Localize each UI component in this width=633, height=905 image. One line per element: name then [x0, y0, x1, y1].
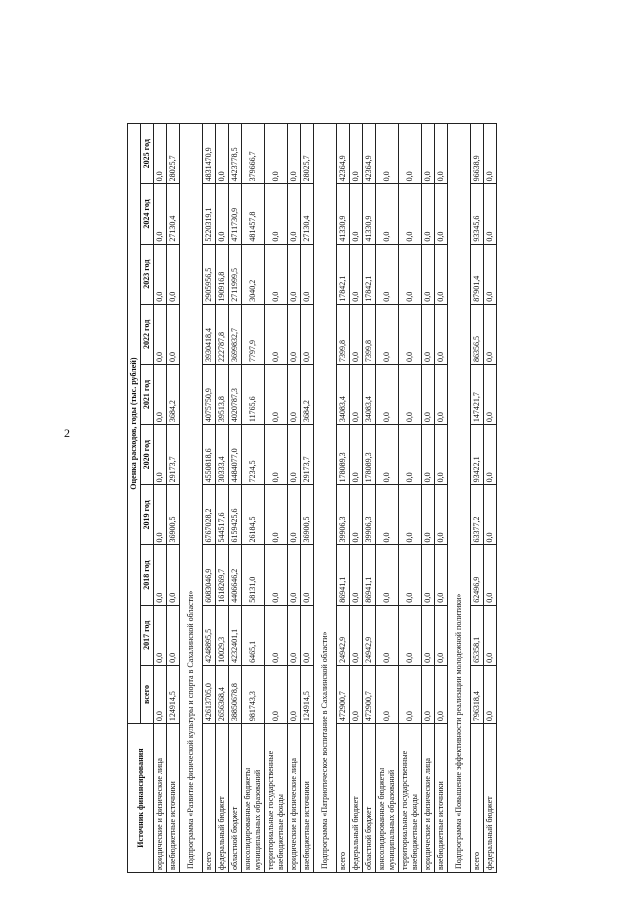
- section-title: Подпрограмма «Патриотическое воспитание в Сахалинской области»: [314, 124, 337, 873]
- value-cell: 6159425,6: [229, 485, 242, 545]
- value-cell: 472900,7: [337, 665, 350, 723]
- funding-table-container: [127, 123, 497, 873]
- value-cell: 27130,4: [301, 184, 314, 244]
- table-row: [265, 124, 288, 873]
- value-cell: 0,0: [435, 605, 448, 665]
- value-cell: 222787,8: [216, 304, 229, 364]
- table-row: [471, 124, 484, 873]
- value-cell: 0,0: [422, 425, 435, 485]
- value-cell: 0,0: [399, 545, 422, 605]
- header-estimate: Оценка расходов, годы (тыс. рублей): [128, 124, 141, 724]
- value-cell: 96638,9: [471, 124, 484, 184]
- page-number: 2: [64, 426, 70, 440]
- header-col-6: 2022 год: [141, 304, 154, 364]
- value-cell: 0,0: [167, 244, 180, 304]
- value-cell: 0,0: [216, 184, 229, 244]
- value-cell: 0,0: [435, 425, 448, 485]
- value-cell: 39906,3: [337, 485, 350, 545]
- value-cell: 0,0: [435, 485, 448, 545]
- value-cell: 0,0: [350, 605, 363, 665]
- source-cell: юридические и физические лица: [154, 724, 167, 873]
- table-row: [242, 124, 265, 873]
- value-cell: 0,0: [167, 304, 180, 364]
- source-cell: внебюджетные источники: [301, 724, 314, 873]
- value-cell: 93422,1: [471, 425, 484, 485]
- value-cell: 0,0: [288, 665, 301, 723]
- value-cell: 0,0: [265, 665, 288, 723]
- value-cell: 0,0: [484, 605, 497, 665]
- source-cell: федеральный бюджет: [216, 724, 229, 873]
- value-cell: 0,0: [216, 124, 229, 184]
- value-cell: 0,0: [265, 425, 288, 485]
- value-cell: 4020787,3: [229, 364, 242, 424]
- value-cell: 0,0: [154, 485, 167, 545]
- value-cell: 10029,3: [216, 605, 229, 665]
- value-cell: 0,0: [435, 364, 448, 424]
- value-cell: 0,0: [154, 124, 167, 184]
- value-cell: 24942,9: [337, 605, 350, 665]
- value-cell: 124914,5: [301, 665, 314, 723]
- table-row: [301, 124, 314, 873]
- source-cell: федеральный бюджет: [484, 724, 497, 873]
- value-cell: 7234,5: [242, 425, 265, 485]
- value-cell: 0,0: [399, 184, 422, 244]
- value-cell: 42364,9: [337, 124, 350, 184]
- source-cell: всего: [471, 724, 484, 873]
- value-cell: 0,0: [376, 485, 399, 545]
- value-cell: 24942,9: [363, 605, 376, 665]
- value-cell: 41330,9: [337, 184, 350, 244]
- value-cell: 481457,8: [242, 184, 265, 244]
- table-row: [376, 124, 399, 873]
- value-cell: 11765,6: [242, 364, 265, 424]
- source-cell: юридические и физические лица: [288, 724, 301, 873]
- funding-table: [127, 123, 497, 873]
- value-cell: 0,0: [288, 605, 301, 665]
- value-cell: 0,0: [350, 244, 363, 304]
- table-row: [337, 124, 350, 873]
- value-cell: 0,0: [376, 665, 399, 723]
- header-source: Источник финансирования: [128, 724, 154, 873]
- value-cell: 7797,9: [242, 304, 265, 364]
- value-cell: 0,0: [484, 485, 497, 545]
- header-col-5: 2021 год: [141, 364, 154, 424]
- value-cell: 3684,2: [167, 364, 180, 424]
- value-cell: 2905956,5: [203, 244, 216, 304]
- value-cell: 0,0: [350, 364, 363, 424]
- value-cell: 3699832,7: [229, 304, 242, 364]
- value-cell: 0,0: [422, 485, 435, 545]
- value-cell: 379666,7: [242, 124, 265, 184]
- value-cell: 7399,8: [337, 304, 350, 364]
- source-cell: консолидированные бюджеты муниципальных образований: [242, 724, 265, 873]
- value-cell: 36900,5: [301, 485, 314, 545]
- value-cell: 0,0: [399, 304, 422, 364]
- table-row: [484, 124, 497, 873]
- value-cell: 0,0: [301, 545, 314, 605]
- value-cell: 0,0: [422, 304, 435, 364]
- value-cell: 93345,6: [471, 184, 484, 244]
- value-cell: 0,0: [435, 304, 448, 364]
- value-cell: 0,0: [350, 124, 363, 184]
- value-cell: 0,0: [435, 244, 448, 304]
- value-cell: 30333,4: [216, 425, 229, 485]
- value-cell: 2656368,4: [216, 665, 229, 723]
- value-cell: 0,0: [376, 304, 399, 364]
- value-cell: 0,0: [484, 545, 497, 605]
- value-cell: 0,0: [376, 244, 399, 304]
- value-cell: 0,0: [376, 605, 399, 665]
- source-cell: областной бюджет: [363, 724, 376, 873]
- value-cell: 0,0: [167, 605, 180, 665]
- source-cell: областной бюджет: [229, 724, 242, 873]
- value-cell: 4711730,9: [229, 184, 242, 244]
- value-cell: 65358,1: [471, 605, 484, 665]
- value-cell: 63377,2: [471, 485, 484, 545]
- header-col-7: 2023 год: [141, 244, 154, 304]
- table-row: [216, 124, 229, 873]
- value-cell: 0,0: [154, 364, 167, 424]
- value-cell: 0,0: [288, 485, 301, 545]
- table-row: [363, 124, 376, 873]
- value-cell: 0,0: [154, 665, 167, 723]
- value-cell: 0,0: [422, 545, 435, 605]
- value-cell: 4831470,9: [203, 124, 216, 184]
- value-cell: 0,0: [154, 605, 167, 665]
- table-row: [288, 124, 301, 873]
- source-cell: внебюджетные источники: [167, 724, 180, 873]
- header-row-main: [128, 124, 141, 873]
- value-cell: 28025,7: [301, 124, 314, 184]
- value-cell: 0,0: [350, 665, 363, 723]
- value-cell: 0,0: [422, 605, 435, 665]
- value-cell: 0,0: [350, 425, 363, 485]
- value-cell: 0,0: [154, 545, 167, 605]
- value-cell: 0,0: [350, 184, 363, 244]
- value-cell: 0,0: [288, 304, 301, 364]
- value-cell: 4423778,5: [229, 124, 242, 184]
- section-row: [180, 124, 203, 873]
- header-col-3: 2019 год: [141, 485, 154, 545]
- value-cell: 0,0: [484, 244, 497, 304]
- value-cell: 4248895,5: [203, 605, 216, 665]
- value-cell: 0,0: [422, 364, 435, 424]
- value-cell: 0,0: [350, 545, 363, 605]
- value-cell: 178089,3: [337, 425, 350, 485]
- value-cell: 36900,5: [167, 485, 180, 545]
- value-cell: 0,0: [265, 364, 288, 424]
- value-cell: 0,0: [484, 364, 497, 424]
- header-col-4: 2020 год: [141, 425, 154, 485]
- value-cell: 190916,8: [216, 244, 229, 304]
- value-cell: 4406646,2: [229, 545, 242, 605]
- value-cell: 0,0: [288, 244, 301, 304]
- table-row: [350, 124, 363, 873]
- value-cell: 6767028,2: [203, 485, 216, 545]
- value-cell: 29173,7: [167, 425, 180, 485]
- value-cell: 58131,0: [242, 545, 265, 605]
- value-cell: 544517,6: [216, 485, 229, 545]
- value-cell: 0,0: [399, 485, 422, 545]
- value-cell: 6083046,9: [203, 545, 216, 605]
- value-cell: 124914,5: [167, 665, 180, 723]
- value-cell: 42364,9: [363, 124, 376, 184]
- value-cell: 0,0: [350, 485, 363, 545]
- table-row: [435, 124, 448, 873]
- value-cell: 3930418,4: [203, 304, 216, 364]
- value-cell: 0,0: [288, 364, 301, 424]
- value-cell: 0,0: [399, 605, 422, 665]
- value-cell: 0,0: [435, 124, 448, 184]
- value-cell: 0,0: [376, 545, 399, 605]
- value-cell: 0,0: [288, 184, 301, 244]
- source-cell: консолидированные бюджеты муниципальных образований: [376, 724, 399, 873]
- value-cell: 147421,7: [471, 364, 484, 424]
- value-cell: 0,0: [435, 665, 448, 723]
- value-cell: 86356,5: [471, 304, 484, 364]
- value-cell: 4484077,0: [229, 425, 242, 485]
- header-col-1: 2017 год: [141, 605, 154, 665]
- value-cell: 39906,3: [363, 485, 376, 545]
- value-cell: 0,0: [399, 244, 422, 304]
- value-cell: 87901,4: [471, 244, 484, 304]
- header-col-8: 2024 год: [141, 184, 154, 244]
- value-cell: 34083,4: [363, 364, 376, 424]
- value-cell: 0,0: [376, 425, 399, 485]
- source-cell: территориальные государственные внебюджетные фонды: [399, 724, 422, 873]
- table-body: [154, 124, 497, 873]
- table-row: [167, 124, 180, 873]
- value-cell: 1618269,7: [216, 545, 229, 605]
- value-cell: 0,0: [154, 244, 167, 304]
- value-cell: 39513,8: [216, 364, 229, 424]
- value-cell: 0,0: [154, 304, 167, 364]
- value-cell: 0,0: [484, 304, 497, 364]
- source-cell: всего: [203, 724, 216, 873]
- value-cell: 5220319,1: [203, 184, 216, 244]
- value-cell: 0,0: [399, 425, 422, 485]
- value-cell: 0,0: [288, 545, 301, 605]
- value-cell: 0,0: [484, 124, 497, 184]
- value-cell: 0,0: [167, 545, 180, 605]
- value-cell: 0,0: [154, 425, 167, 485]
- value-cell: 0,0: [265, 124, 288, 184]
- value-cell: 42613705,0: [203, 665, 216, 723]
- value-cell: 0,0: [288, 425, 301, 485]
- value-cell: 0,0: [376, 364, 399, 424]
- value-cell: 0,0: [288, 124, 301, 184]
- source-cell: внебюджетные источники: [435, 724, 448, 873]
- value-cell: 4232401,1: [229, 605, 242, 665]
- value-cell: 0,0: [435, 184, 448, 244]
- table-row: [422, 124, 435, 873]
- value-cell: 0,0: [484, 665, 497, 723]
- value-cell: 41330,9: [363, 184, 376, 244]
- source-cell: территориальные государственные внебюджетные фонды: [265, 724, 288, 873]
- header-col-2: 2018 год: [141, 545, 154, 605]
- value-cell: 4075750,9: [203, 364, 216, 424]
- section-row: [314, 124, 337, 873]
- value-cell: 38850678,8: [229, 665, 242, 723]
- section-title: Подпрограмма «Повышение эффективности реализации молодежной политики»: [448, 124, 471, 873]
- value-cell: 0,0: [399, 364, 422, 424]
- value-cell: 472900,7: [363, 665, 376, 723]
- value-cell: 34083,4: [337, 364, 350, 424]
- value-cell: 981743,3: [242, 665, 265, 723]
- value-cell: 0,0: [422, 665, 435, 723]
- value-cell: 0,0: [484, 425, 497, 485]
- value-cell: 0,0: [422, 244, 435, 304]
- value-cell: 0,0: [399, 665, 422, 723]
- value-cell: 0,0: [265, 545, 288, 605]
- value-cell: 178089,3: [363, 425, 376, 485]
- value-cell: 0,0: [399, 124, 422, 184]
- value-cell: 0,0: [301, 605, 314, 665]
- value-cell: 62496,9: [471, 545, 484, 605]
- source-cell: юридические и физические лица: [422, 724, 435, 873]
- value-cell: 0,0: [484, 184, 497, 244]
- value-cell: 3040,2: [242, 244, 265, 304]
- value-cell: 0,0: [265, 244, 288, 304]
- value-cell: 6465,1: [242, 605, 265, 665]
- source-cell: федеральный бюджет: [350, 724, 363, 873]
- value-cell: 86941,1: [337, 545, 350, 605]
- value-cell: 0,0: [376, 184, 399, 244]
- section-row: [448, 124, 471, 873]
- source-cell: всего: [337, 724, 350, 873]
- value-cell: 0,0: [435, 545, 448, 605]
- table-row: [154, 124, 167, 873]
- value-cell: 0,0: [422, 124, 435, 184]
- value-cell: 0,0: [301, 304, 314, 364]
- value-cell: 0,0: [265, 605, 288, 665]
- value-cell: 0,0: [376, 124, 399, 184]
- value-cell: 0,0: [154, 184, 167, 244]
- table-row: [203, 124, 216, 873]
- value-cell: 0,0: [265, 184, 288, 244]
- value-cell: 0,0: [350, 304, 363, 364]
- value-cell: 17842,1: [363, 244, 376, 304]
- value-cell: 796318,4: [471, 665, 484, 723]
- value-cell: 0,0: [265, 304, 288, 364]
- value-cell: 2711999,5: [229, 244, 242, 304]
- value-cell: 0,0: [301, 244, 314, 304]
- value-cell: 0,0: [422, 184, 435, 244]
- table-row: [399, 124, 422, 873]
- value-cell: 0,0: [265, 485, 288, 545]
- value-cell: 3684,2: [301, 364, 314, 424]
- table-row: [229, 124, 242, 873]
- header-col-0: всего: [141, 665, 154, 723]
- value-cell: 28025,7: [167, 124, 180, 184]
- value-cell: 27130,4: [167, 184, 180, 244]
- header-col-9: 2025 год: [141, 124, 154, 184]
- value-cell: 29173,7: [301, 425, 314, 485]
- value-cell: 17842,1: [337, 244, 350, 304]
- value-cell: 26184,5: [242, 485, 265, 545]
- section-title: Подпрограмма «Развитие физической культуры и спорта в Сахалинской области»: [180, 124, 203, 873]
- value-cell: 4550818,6: [203, 425, 216, 485]
- value-cell: 7399,8: [363, 304, 376, 364]
- value-cell: 86941,1: [363, 545, 376, 605]
